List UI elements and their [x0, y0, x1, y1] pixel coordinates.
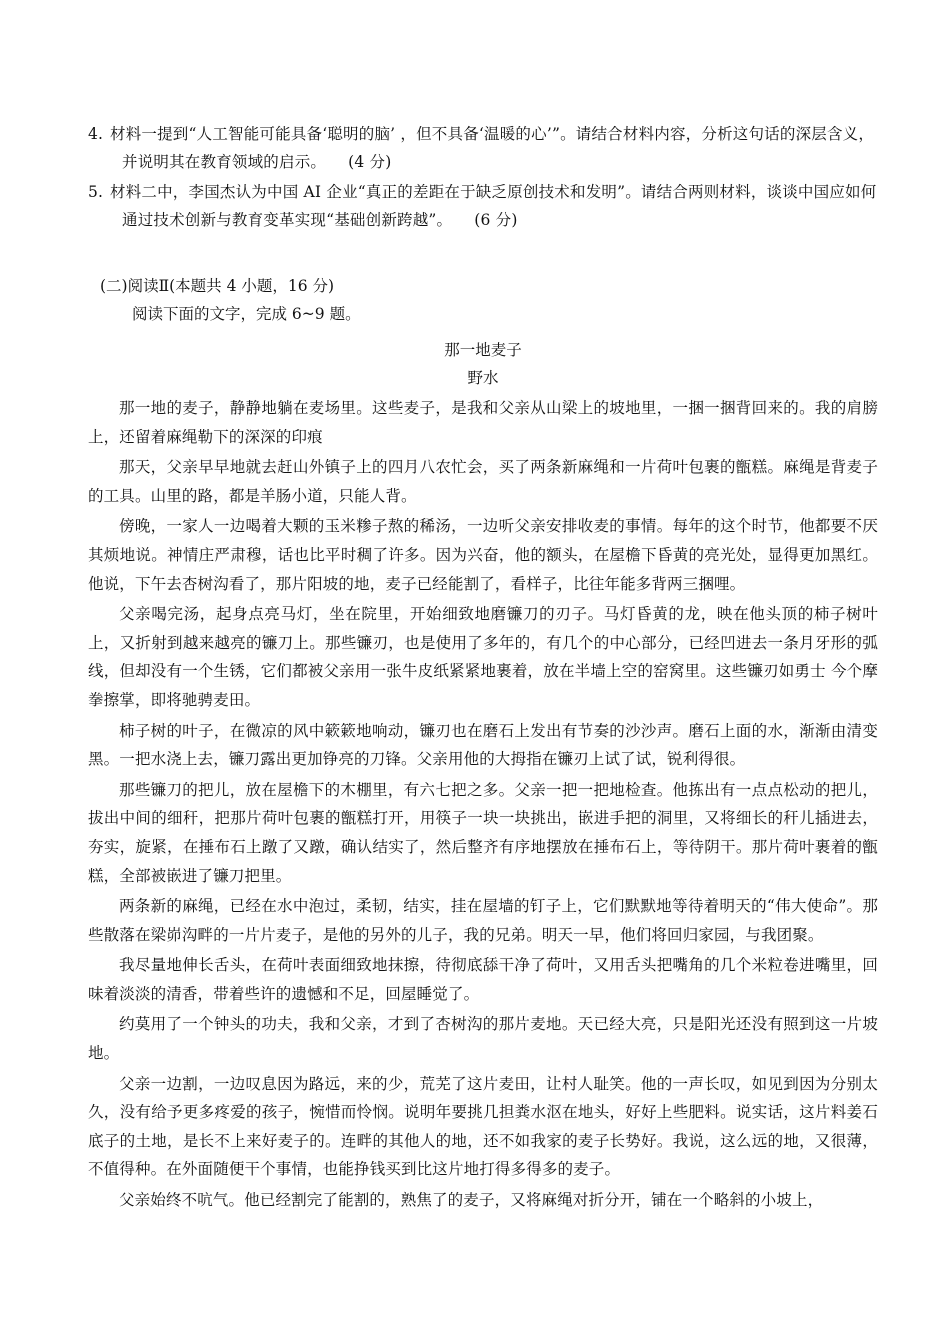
article-paragraph: 约莫用了一个钟头的功夫，我和父亲，才到了杏树沟的那片麦地。天已经大亮，只是阳光还没有照到这一片坡地。 [88, 1015, 878, 1063]
question-4 [88, 120, 878, 176]
article-paragraph: 傍晚，一家人一边喝着大颗的玉米糁子熬的稀汤，一边听父亲安排收麦的事情。每年的这个时节，他都要不厌其烦地说。神情庄严肃穆，话也比平时稠了许多。因为兴奋，他的额头，在屋檐下昏黄的亮光处，显得更加黑红。他说，下午去杏树沟看了，那片阳坡的地，麦子已经能割了，看样子，比往年能多背两三捆哩。 [88, 517, 878, 593]
question-text: 材料一提到“人工智能可能具备‘聪明的脑’ ，但不具备‘温暖的心’”。请结合材料内容，分析这句话的深层含义，并说明其在教育领域的启示。 [110, 125, 875, 171]
question-score: (4 分) [348, 153, 392, 171]
article-paragraph: 那天，父亲早早地就去赶山外镇子上的四月八农忙会，买了两条新麻绳和一片荷叶包裹的甑糕。麻绳是背麦子的工具。山里的路，都是羊肠小道，只能人背。 [88, 458, 878, 505]
article-paragraph: 父亲喝完汤，起身点亮马灯，坐在院里，开始细致地磨镰刀的刃子。马灯昏黄的龙，映在他头顶的柿子树叶上，又折射到越来越亮的镰刀上。那些镰刃，也是使用了多年的，有几个的中心部分，已经凹进去一条月牙形的弧线，但却没有一个生锈，它们都被父亲用一张牛皮纸紧紧地裹着，放在半墙上空的窑窝里。这些镰刃如勇士 今个摩拳擦掌，即将驰骋麦田。 [88, 605, 878, 709]
article-paragraph: 那些镰刀的把儿，放在屋檐下的木棚里，有六七把之多。父亲一把一把地检查。他拣出有一点点松动的把儿，拔出中间的细秆，把那片荷叶包裹的甑糕打开，用筷子一块一块挑出，嵌进手把的洞里，又将细长的秆儿插进去，夯实，旋紧，在捶布石上蹾了又蹾，确认结实了，然后整齐有序地摆放在捶布石上，等待阴干。那片荷叶裹着的甑糕，全部被嵌进了镰刀把里。 [88, 780, 878, 885]
article-paragraph: 那一地的麦子，静静地躺在麦场里。这些麦子，是我和父亲从山梁上的坡地里，一捆一捆背回来的。我的肩膀上，还留着麻绳勒下的深深的印痕 [88, 399, 878, 446]
question-text: 材料二中，李国杰认为中国 AI 企业“真正的差距在于缺乏原创技术和发明”。请结合两则材料，谈谈中国应如何通过技术创新与教育变革实现“基础创新跨越”。 [110, 183, 877, 229]
article-paragraph: 我尽量地伸长舌头，在荷叶表面细致地抹擦，待彻底舔干净了荷叶，又用舌头把嘴角的几个米粒卷进嘴里，回味着淡淡的清香，带着些许的遗憾和不足，回屋睡觉了。 [88, 956, 878, 1003]
article-paragraph: 柿子树的叶子，在微凉的风中簌簌地响动，镰刃也在磨石上发出有节奏的沙沙声。磨石上面的水，渐渐由清变黑。一把水浇上去，镰刀露出更加铮亮的刀锋。父亲用他的大拇指在镰刃上试了试，锐利得很。 [88, 721, 878, 769]
question-5 [88, 178, 878, 234]
article-title: 那一地麦子 [444, 341, 522, 359]
section-heading: (二)阅读Ⅱ(本题共 4 小题，16 分) [100, 277, 335, 295]
article-paragraph: 父亲始终不吭气。他已经割完了能割的，熟焦了的麦子，又将麻绳对折分开，铺在一个略斜的小坡上， [119, 1191, 824, 1210]
section-instruction: 阅读下面的文字，完成 6~9 题。 [132, 305, 361, 323]
question-number: 4. [88, 125, 104, 143]
article-author: 野水 [467, 369, 499, 387]
question-score: (6 分) [474, 211, 518, 229]
article-paragraph: 两条新的麻绳，已经在水中泡过，柔韧，结实，挂在屋墙的钉子上，它们默默地等待着明天的“伟大使命”。那些散落在梁峁沟畔的一片片麦子，是他的另外的儿子，我的兄弟。明天一早，他们将回归家园，与我团聚。 [88, 897, 878, 944]
article-paragraph: 父亲一边割，一边叹息因为路远，来的少，荒芜了这片麦田，让村人耻笑。他的一声长叹，如见到因为分别太久，没有给予更多疼爱的孩子，惋惜而怜悯。说明年要挑几担粪水沤在地头，好好上些肥料。说实话，这片料姜石底子的土地，是长不上来好麦子的。连畔的其他人的地，还不如我家的麦子长势好。我说，这么远的地，又很薄，不值得种。在外面随便干个事情，也能挣钱买到比这片地打得多得多的麦子。 [88, 1074, 878, 1179]
question-number: 5. [88, 183, 104, 201]
exam-page [88, 120, 878, 1217]
